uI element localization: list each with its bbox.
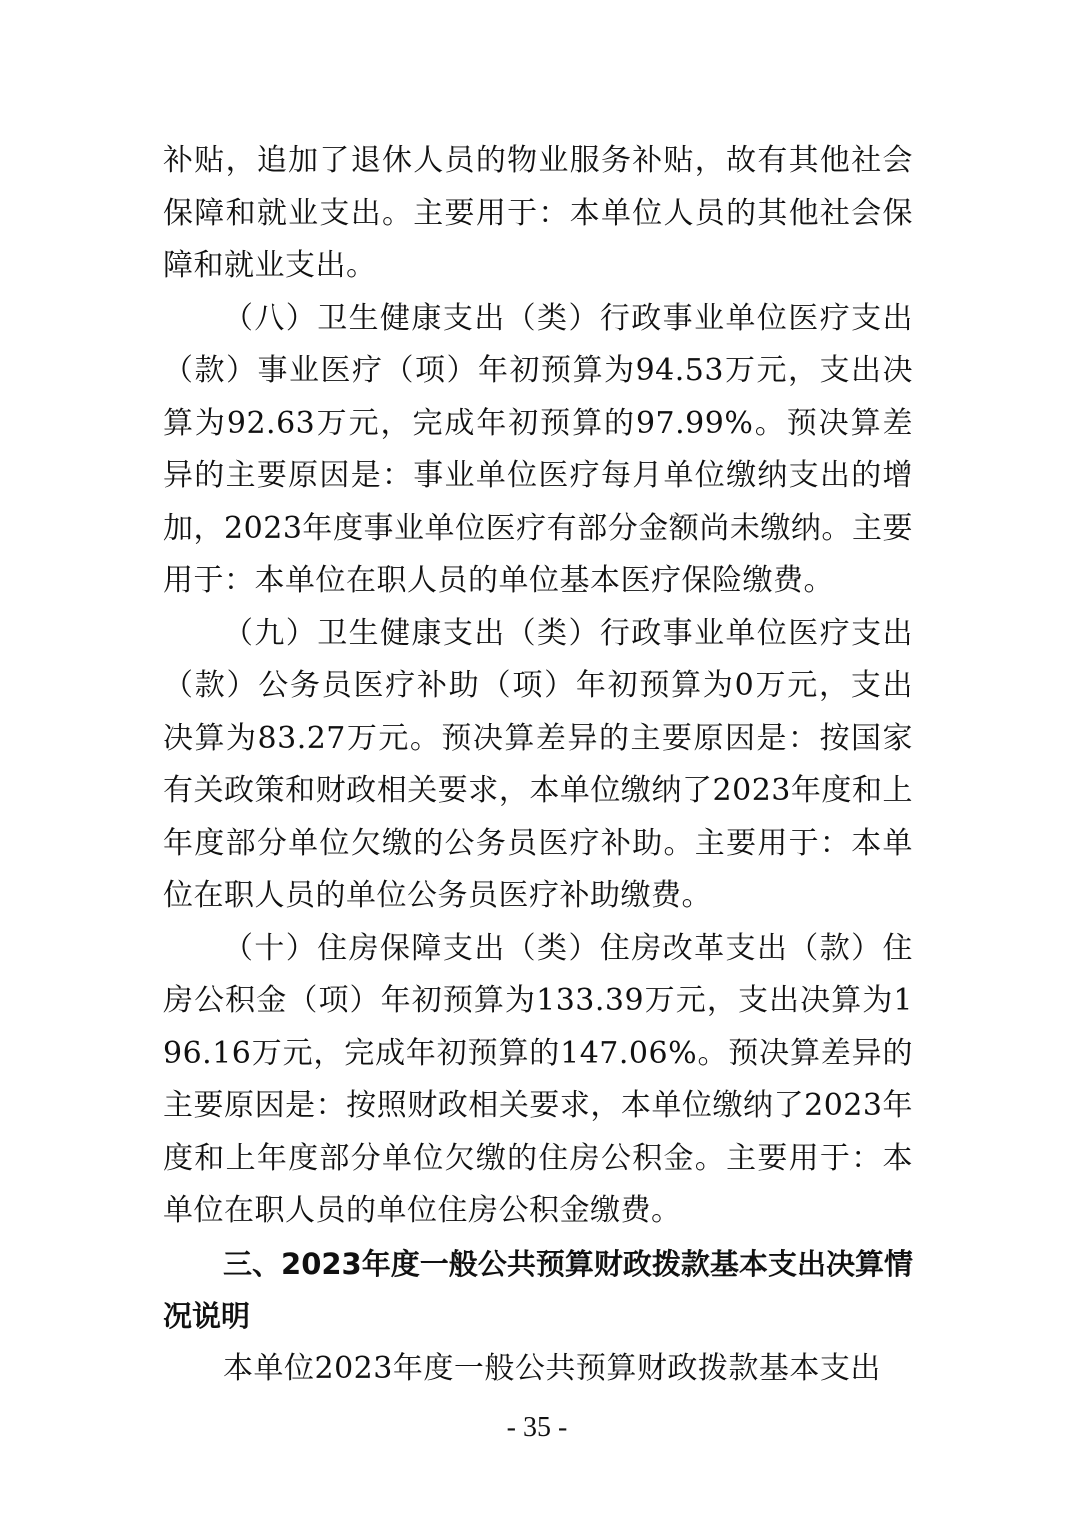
paragraph-continuation: 补贴，追加了退休人员的物业服务补贴，故有其他社会保障和就业支出。主要用于：本单位人员的其他社会保障和就业支出。: [163, 143, 913, 283]
page-number: - 35 -: [506, 1412, 568, 1443]
paragraph-item-9: （九）卫生健康支出（类）行政事业单位医疗支出（款）公务员医疗补助（项）年初预算为0万元，支出决算为83.27万元。预决算差异的主要原因是：按国家有关政策和财政相关要求，本单位缴纳了2023年度和上年度部分单位欠缴的公务员医疗补助。主要用于：本单位在职人员的单位公务员医疗补助缴费。: [163, 615, 913, 913]
document-body: [163, 135, 913, 1395]
paragraph-basic-expenditure: 本单位2023年度一般公共预算财政拨款基本支出: [223, 1350, 881, 1386]
paragraph-item-10: （十）住房保障支出（类）住房改革支出（款）住房公积金（项）年初预算为133.39万元，支出决算为196.16万元，完成年初预算的147.06%。预决算差异的主要原因是：按照财政相关要求，本单位缴纳了2023年度和上年度部分单位欠缴的住房公积金。主要用于：本单位在职人员的单位住房公积金缴费。: [163, 930, 913, 1228]
section-heading: 三、2023年度一般公共预算财政拨款基本支出决算情况说明: [163, 1246, 913, 1333]
paragraph-item-8: （八）卫生健康支出（类）行政事业单位医疗支出（款）事业医疗（项）年初预算为94.53万元，支出决算为92.63万元，完成年初预算的97.99%。预决算差异的主要原因是：事业单位医疗每月单位缴纳支出的增加，2023年度事业单位医疗有部分金额尚未缴纳。主要用于：本单位在职人员的单位基本医疗保险缴费。: [163, 300, 913, 598]
